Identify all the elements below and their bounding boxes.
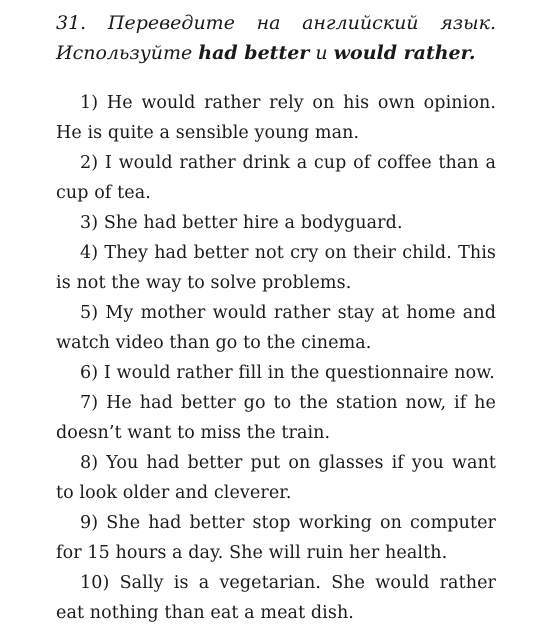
conjunction: и [315, 42, 328, 64]
phrase-would-rather: would rather. [333, 42, 476, 64]
answer-item [56, 358, 496, 388]
answer-list [56, 88, 496, 628]
answer-item [56, 148, 496, 208]
answer-number: 4) [80, 243, 99, 263]
task-header [56, 8, 496, 68]
answer-text: They had better not cry on their child. This is not the way to solve problems. [56, 243, 496, 293]
answer-text: My mother would rather stay at home and watch video than go to the cinema. [56, 303, 497, 353]
answer-number: 1) [80, 93, 99, 113]
answer-text: Sally is a vegetarian. She would rather eat nothing than eat a meat dish. [56, 573, 496, 623]
task-instruction: Переведите на английский язык. Используйте [56, 12, 496, 64]
answer-number: 7) [80, 393, 99, 413]
phrase-had-better: had better [198, 42, 310, 64]
answer-number: 9) [80, 513, 99, 533]
answer-text: I would rather drink a cup of coffee than a cup of tea. [56, 153, 496, 203]
answer-item [56, 388, 496, 448]
answer-number: 10) [80, 573, 110, 593]
answer-item [56, 568, 496, 628]
answer-item [56, 508, 496, 568]
document-page [56, 8, 496, 628]
answer-text: He would rather rely on his own opinion. He is quite a sensible young man. [56, 93, 497, 143]
answer-number: 8) [80, 453, 99, 473]
answer-number: 3) [80, 213, 99, 233]
answer-text: She had better hire a bodyguard. [103, 213, 403, 233]
answer-text: You had better put on glasses if you want to look older and cleverer. [56, 453, 496, 503]
answer-item [56, 208, 496, 238]
answer-item [56, 298, 496, 358]
answer-text: She had better stop working on computer for 15 hours a day. She will ruin her health. [56, 513, 496, 563]
answer-number: 5) [80, 303, 99, 323]
answer-number: 6) [80, 363, 99, 383]
answer-text: He had better go to the station now, if he doesn’t want to miss the train. [56, 393, 496, 443]
answer-item [56, 448, 496, 508]
answer-text: I would rather fill in the questionnaire now. [103, 363, 495, 383]
answer-item [56, 88, 496, 148]
answer-number: 2) [80, 153, 99, 173]
answer-item [56, 238, 496, 298]
task-number: 31. [56, 12, 87, 34]
